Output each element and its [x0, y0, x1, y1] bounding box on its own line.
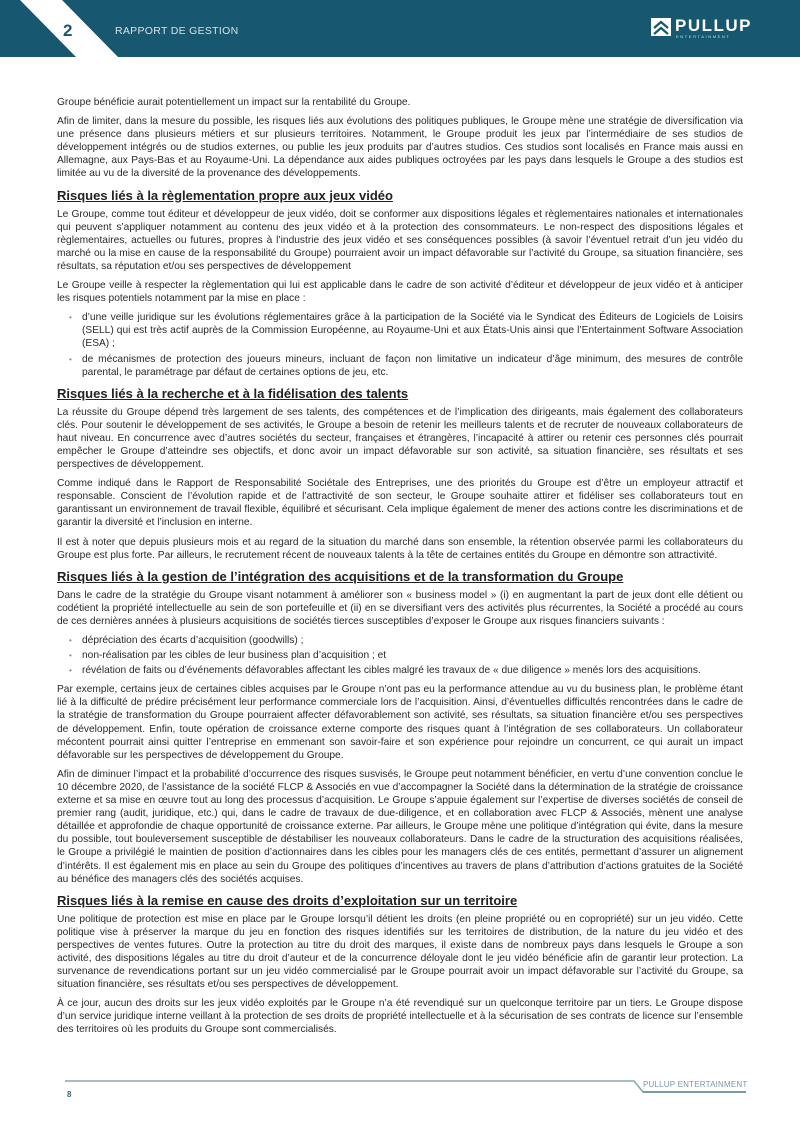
paragraph: La réussite du Groupe dépend très largement de ses talents, des compétences et de l’implication des dirigeants, mais également des collaborateurs clés. Pour soutenir le développement de ses activités, le Groupe a besoin de retenir les meilleurs talents et de recruter de nouveaux collaborateurs de haut niveau. En concurrence avec d’autres sociétés du secteur, françaises et étrangères, l’incapacité à attirer ou retenir ces personnes clés pourrait empêcher le Groupe d’atteindre ses objectifs, et donc avoir un impact défavorable sur son activité, sa situation financière, ses résultats et ses perspectives de développement.: [57, 406, 743, 471]
chapter-number: 2: [63, 21, 73, 40]
pullup-logo: [651, 16, 752, 43]
paragraph: Il est à noter que depuis plusieurs mois et au regard de la situation du marché dans son ensemble, la rétention observée parmi les collaborateurs du Groupe est plus forte. Par ailleurs, le recrutement récent de nouveaux talents à la tête de certaines entités du Groupe en démontre son attractivité.: [57, 536, 743, 561]
paragraph: Le Groupe veille à respecter la règlementation qui lui est applicable dans le cadre de son activité d’éditeur et développeur de jeux vidéo et à anticiper les risques potentiels notamment par la mise en place :: [57, 280, 743, 305]
footer-rule-decoration: [0, 1070, 800, 1110]
list-item: • révélation de faits ou d’événements défavorables affectant les cibles malgré les travaux de « due diligence » menés lors des acquisitions.: [82, 664, 743, 677]
paragraph: Par exemple, certains jeux de certaines cibles acquises par le Groupe n’ont pas eu la performance attendue au vu du business plan, le problème étant lié à la difficulté de prédire précisément leur performance commerciale lors de l’acquisition. Ainsi, d’éventuelles difficultés rencontrées dans le cadre de la stratégie de transformation du Groupe pourraient affecter défavorablement son activité, ses résultats, sa situation financière et/ou ses perspectives de développement. Enfin, toute opération de croissance externe comporte des risques quant à l’intégration de ses collaborateurs. Un collaborateur mécontent pourrait ainsi quitter l’entreprise en emmenant son savoir-faire et son expérience pour rejoindre un concurrent, ce qui aurait un impact défavorable sur les perspectives de développement du Groupe.: [57, 684, 743, 761]
list-item: • dépréciation des écarts d’acquisition (goodwills) ;: [82, 634, 743, 647]
section-title: RAPPORT DE GESTION: [115, 25, 239, 37]
logo-tagline: ENTERTAINMENT: [676, 34, 731, 39]
paragraph: À ce jour, aucun des droits sur les jeux vidéo exploités par le Groupe n’a été revendiqué sur un quelconque territoire par un tiers. Le Groupe dispose d’un service juridique interne veillant à la protection de ses droits de propriété intellectuelle et à la sécurisation de ses contrats de licence sur l’ensemble des territoires où les produits du Groupe sont commercialisés.: [57, 998, 743, 1036]
page-footer: [0, 1070, 800, 1110]
section-heading-droits-exploitation: Risques liés à la remise en cause des droits d’exploitation sur un territoire: [57, 892, 518, 908]
list-item: • d’une veille juridique sur les évolutions réglementaires grâce à la participation de la Société via le Syndicat des Éditeurs de Logiciels de Loisirs (SELL) qui est très actif auprès de la Commission Européenne, au Royaume-Uni et aux États-Unis ainsi que l’Entertainment Software Association (ESA) ;: [82, 311, 743, 350]
bullet-list: [57, 311, 743, 378]
pullup-chevron-logo-icon: [651, 18, 671, 36]
paragraph: Dans le cadre de la stratégie du Groupe visant notamment à améliorer son « business model » (i) en augmentant la part de jeux dont elle détient ou codétient la propriété intellectuelle au sein de son portefeuille et (ii) en se diversifiant vers des activités plus récurrentes, la Société a procédé au cours de ces dernières années à plusieurs acquisitions de sociétés tierces susceptibles d’exposer le Groupe aux risques financiers suivants :: [57, 589, 743, 627]
intro-paragraph: Afin de limiter, dans la mesure du possible, les risques liés aux évolutions des politiques publiques, le Groupe mène une stratégie de diversification via une présence dans plusieurs métiers et sur plusieurs territoires. Notamment, le Groupe produit les jeux par l’intermédiaire de ses studios de développement intégrés ou de studios externes, ou publie les jeux produits par d’autres studios. Ces studios sont localisés en France mais aussi en Allemagne, aux Pays-Bas et au Royaume-Uni. La dépendance aux aides publiques octroyées par les pays dans lesquels le Groupe a des studios est limitée au vu de la diversité de la provenance des développements.: [57, 116, 743, 180]
bullet-list: [57, 634, 743, 677]
paragraph: Afin de diminuer l’impact et la probabilité d’occurrence des risques susvisés, le Groupe peut notamment bénéficier, en vertu d’une convention conclue le 10 décembre 2020, de l’assistance de la société FLCP & Associés en vue d’accompagner la Société dans la détermination de la stratégie de croissance externe et sa mise en œuvre tout au long des processus d’acquisition. Le Groupe s’appuie également sur l’expertise de diverses sociétés de conseil de premier rang (audit, juridique, etc.) qui, dans le cadre de travaux de due-diligence, et en collaboration avec FLCP & Associés, mènent une analyse détaillée et approfondie de chaque opportunité de croissance externe. Par ailleurs, le Groupe mène une politique d’intégration qui évite, dans la mesure du possible, tout bouleversement susceptible de déstabiliser les nouveaux collaborateurs. Dans le cadre de la structuration des acquisitions réalisées, le Groupe a privilégié le maintien de position d’actionnaires dans les cibles pour les managers clés de ces entités, permettant d’assurer un alignement d’intérêts. Il est également mis en place au sein du Groupe des politiques d’incentives au travers de plans d’attribution d’actions gratuites de la Société au bénéfice des managers clés des sociétés acquises.: [57, 768, 743, 885]
page-number: 8: [67, 1090, 72, 1099]
page-header: [0, 0, 800, 57]
document-body: [57, 96, 743, 1043]
footer-brand: PULLUP ENTERTAINMENT: [643, 1080, 748, 1089]
section-heading-reglementation: Risques liés à la règlementation propre aux jeux vidéo: [57, 187, 393, 203]
list-item: • de mécanismes de protection des joueurs mineurs, incluant de façon non limitative un indicateur d’âge minimum, des mesures de contrôle parental, le paramétrage par défaut de certaines options de jeu, etc.: [82, 353, 743, 379]
paragraph: Comme indiqué dans le Rapport de Responsabilité Sociétale des Entreprises, une des priorités du Groupe est d’être un employeur attractif et responsable. Conscient de l’évolution rapide et de l’attractivité de son secteur, le Groupe souhaite attirer et fidéliser ses collaborateurs tout en garantissant un environnement de travail flexible, équilibré et sécurisant. Cela implique également de mener des actions contre les discriminations et de garantir la diversité et l’inclusion en interne.: [57, 478, 743, 529]
logo-wordmark: PULLUP: [675, 16, 752, 35]
section-heading-acquisitions: Risques liés à la gestion de l’intégration des acquisitions et de la transformation du Groupe: [57, 568, 624, 584]
paragraph: Le Groupe, comme tout éditeur et développeur de jeux vidéo, doit se conformer aux dispositions légales et règlementaires nationales et internationales qui peuvent s’appliquer notamment au contenu des jeux vidéo et à la protection des consommateurs. Le non-respect des dispositions légales et règlementaires, actuelles ou futures, propres à l’industrie des jeux vidéo et ses conséquences possibles (à savoir l’éventuel retrait d’un jeu vidéo du marché ou la mise en cause de la responsabilité du Groupe) pourraient avoir un impact défavorable sur l’activité du Groupe, sa situation financière, ses résultats, sa réputation et/ou ses perspectives de développement: [57, 208, 743, 272]
section-heading-talents: Risques liés à la recherche et à la fidélisation des talents: [57, 385, 409, 401]
list-item: • non-réalisation par les cibles de leur business plan d’acquisition ; et: [82, 649, 743, 662]
intro-continuation: Groupe bénéficie aurait potentiellement un impact sur la rentabilité du Groupe.: [57, 97, 411, 108]
paragraph: Une politique de protection est mise en place par le Groupe lorsqu’il détient les droits (en pleine propriété ou en copropriété) sur un jeu vidéo. Cette politique vise à préserver la marque du jeu en fonction des risques identifiés sur les territoires de distribution, de la nature du jeu vidéo et des perspectives de ventes futures. Outre la protection au titre du droit des marques, il existe dans de nombreux pays dans lesquels le Groupe a son activité, des dispositions légales au titre du droit d’auteur et de la concurrence déloyale dont le jeu vidéo bénéficie afin de garantir leur protection. La survenance de revendications portant sur un jeu vidéo commercialisé par le Groupe pourrait avoir un impact défavorable sur l’activité du Groupe, sa situation financière, ses résultats et/ou ses perspectives de développement.: [57, 913, 743, 991]
